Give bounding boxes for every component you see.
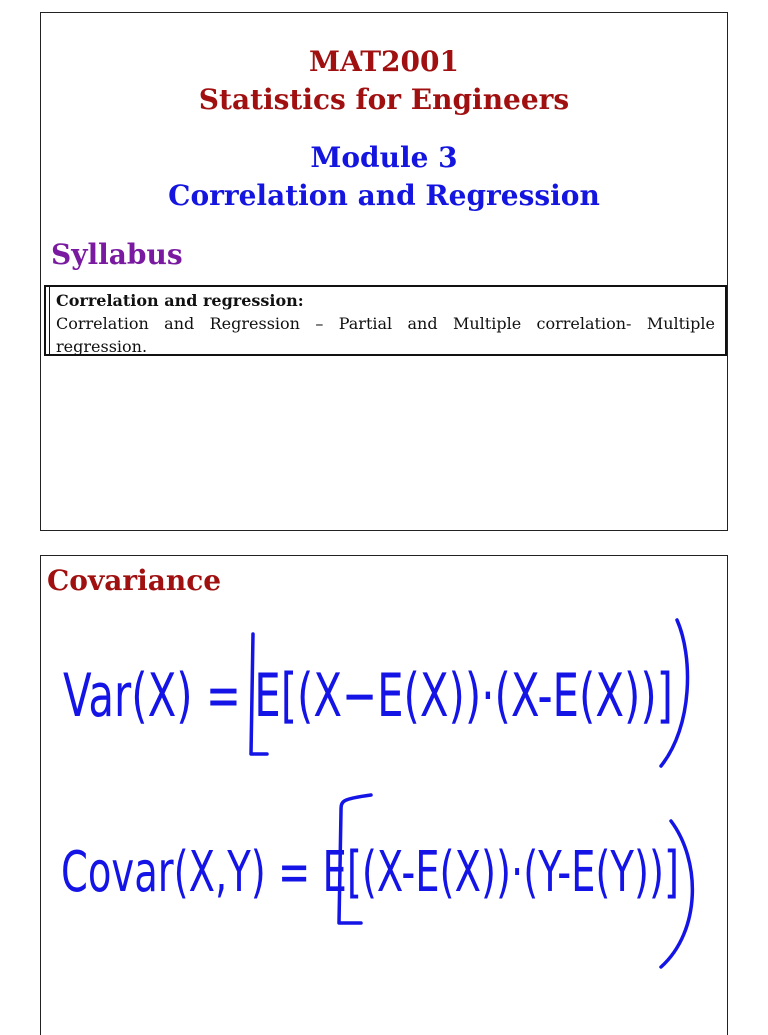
syllabus-subheading: Correlation and regression:: [56, 291, 304, 310]
variance-formula: [41, 616, 727, 776]
module-title: Correlation and Regression: [168, 179, 600, 212]
module-number: Module 3: [310, 141, 458, 174]
syllabus-heading: Syllabus: [51, 238, 183, 271]
slide-1: [40, 12, 728, 531]
course-title: Statistics for Engineers: [198, 83, 570, 116]
syllabus-box: [44, 285, 727, 356]
syllabus-body: Correlation and Regression – Partial and Multiple correlation- Multiple regression.: [56, 314, 715, 356]
course-code: MAT2001: [309, 45, 459, 78]
slide-2: [40, 555, 728, 1035]
covariance-title: Covariance: [47, 564, 222, 597]
covariance-formula: [41, 791, 727, 971]
variance-formula-text: Var(X) = E[(X−E(X))·(X-E(X))]: [63, 661, 673, 731]
covariance-formula-text: Covar(X,Y) = E[(X-E(X))·(Y-E(Y))]: [61, 840, 679, 905]
